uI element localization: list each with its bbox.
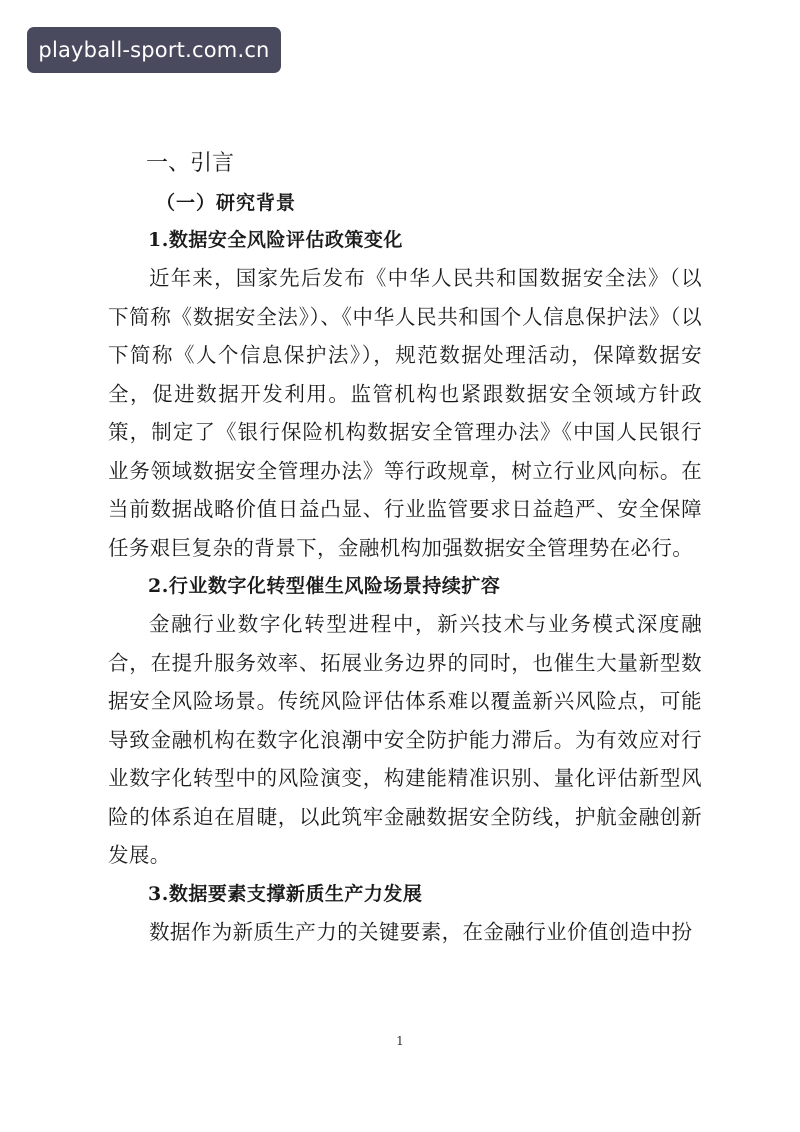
- heading-2: 2.行业数字化转型催生风险场景持续扩容: [148, 575, 501, 597]
- watermark-badge: playball-sport.com.cn: [27, 27, 281, 73]
- heading-1: 1.数据安全风险评估政策变化: [148, 229, 403, 251]
- paragraph-2: 金融行业数字化转型进程中，新兴技术与业务模式深度融合，在提升服务效率、拓展业务边界的同时，也催生大量新型数据安全风险场景。传统风险评估体系难以覆盖新兴风险点，可能导致金融机构在数字化浪潮中安全防护能力滞后。为有效应对行业数字化转型中的风险演变，构建能精准识别、量化评估新型风险的体系迫在眉睫，以此筑牢金融数据安全防线，护航金融创新发展。: [108, 612, 702, 867]
- subsection-title: （一）研究背景: [156, 192, 297, 214]
- section-title: 一、引言: [146, 151, 235, 176]
- document-body: [108, 145, 702, 951]
- paragraph-3: 数据作为新质生产力的关键要素，在金融行业价值创造中扮: [149, 919, 693, 944]
- page-number: 1: [396, 1034, 404, 1048]
- paragraph-1: 近年来，国家先后发布《中华人民共和国数据安全法》（以下简称《数据安全法》）、《中华人民共和国个人信息保护法》（以下简称《人个信息保护法》），规范数据处理活动，保障数据安全，促进数据开发利用。监管机构也紧跟数据安全领域方针政策，制定了《银行保险机构数据安全管理办法》《中国人民银行业务领域数据安全管理办法》等行政规章，树立行业风向标。在当前数据战略价值日益凸显、行业监管要求日益趋严、安全保障任务艰巨复杂的背景下，金融机构加强数据安全管理势在必行。: [108, 266, 702, 560]
- heading-3: 3.数据要素支撑新质生产力发展: [148, 882, 423, 905]
